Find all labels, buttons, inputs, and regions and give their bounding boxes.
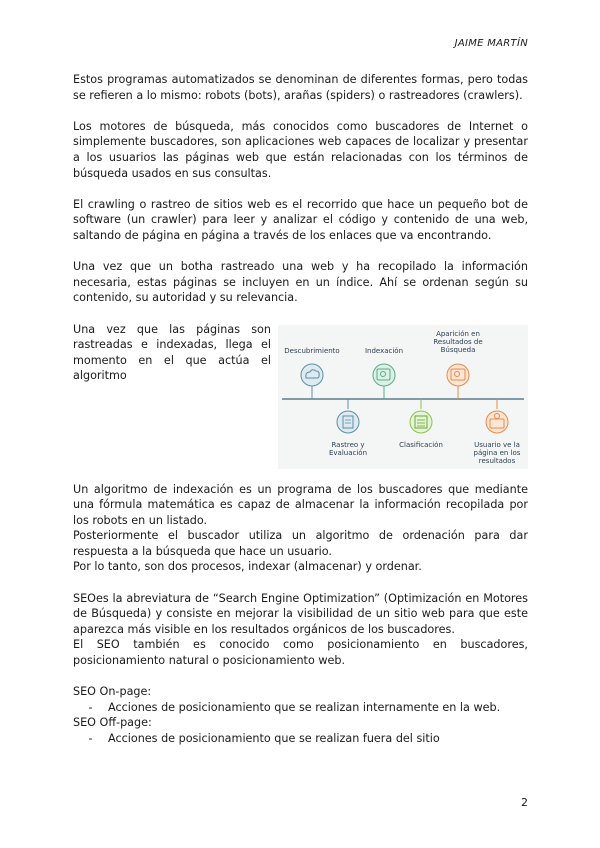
seo-offpage-item: Acciones de posicionamiento que se realizan fuera del sitio [108,732,440,745]
list-icon [410,411,432,433]
paragraph-algoritmo-indexacion: Un algoritmo de indexación es un programa de los buscadores que mediante una fórmula matemática es capaz de almacenar la información recopilada por los robots en un listado. [73,482,528,527]
seo-onpage-item: Acciones de posicionamiento que se realizan internamente en la web. [108,700,501,714]
label-usuario-line3: resultados [478,456,516,465]
label-aparicion-line3: Búsqueda [440,345,476,354]
list-dash: - [88,700,93,714]
seo-onpage-title: SEO On-page: [73,685,152,699]
search-results-icon [447,364,469,386]
document-icon [337,411,359,433]
paragraph-indice: Una vez que un botha rastreado una web y ha recopilado la información necesaria, estas páginas se incluyen en un índice. Ahí se ordenan según su contenido, su autoridad y su relevancia. [73,260,528,305]
label-rastreo-line2: Evaluación [328,448,368,457]
label-rastreo-line1: Rastreo y [331,440,365,449]
cloud-search-icon [301,364,323,386]
author-header: JAIME MARTÍN [454,38,528,49]
label-descubrimiento: Descubrimiento [284,346,340,355]
page-number: 2 [521,796,528,809]
label-usuario-line1: Usuario ve la [474,440,520,449]
paragraph-crawling: El crawling o rastreo de sitios web es el recorrido que hace un pequeño bot de software (un crawler) para leer y analizar el código y contenido de una web, saltando de página en página a través de los enlaces que va encontrando. [73,197,528,242]
label-aparicion-line1: Aparición en [436,329,480,338]
list-item [73,700,528,716]
list-item [73,731,528,747]
magnifier-icon [373,364,395,386]
paragraph-algoritmo: Una vez que las páginas son rastreadas e indexadas, llega el momento en el que actúa el algoritmo [73,322,271,383]
list-dash: - [88,732,93,745]
paragraph-crawlers: Estos programas automatizados se denominan de diferentes formas, pero todas se refieren a lo mismo: robots (bots), arañas (spiders) o rastreadores (crawlers). [73,73,528,102]
seo-process-diagram [278,325,528,469]
seo-offpage-title: SEO Off-page: [73,716,152,730]
label-clasificacion: Clasificación [399,440,443,449]
label-usuario-line2: página en los [473,448,521,457]
paragraph-dos-procesos: Por lo tanto, son dos procesos, indexar (almacenar) y ordenar. [73,560,422,574]
page-content [73,72,528,747]
label-indexacion: Indexación [364,346,404,355]
paragraph-motores-busqueda: Los motores de búsqueda, más conocidos como buscadores de Internet o simplemente buscadores, son aplicaciones web capaces de localizar y presentar a los usuarios las páginas web que están relacionadas con los términos de búsqueda usados en sus consultas. [73,119,528,180]
label-aparicion-line2: Resultados de [433,337,483,346]
paragraph-seo-posicionamiento: El SEO también es conocido como posicionamiento en buscadores, posicionamiento natural o posicionamiento web. [73,638,528,668]
user-computer-icon [486,411,508,433]
paragraph-seo-definicion: SEOes la abreviatura de “Search Engine Optimization” (Optimización en Motores de Búsqueda) y consiste en mejorar la visibilidad de un sitio web para que este aparezca más visible en los resultados orgánicos de los buscadores. [73,591,528,636]
paragraph-algoritmo-ordenacion: Posteriormente el buscador utiliza un algoritmo de ordenación para dar respuesta a la búsqueda que hace un usuario. [73,529,528,558]
algorithm-section [73,322,528,469]
